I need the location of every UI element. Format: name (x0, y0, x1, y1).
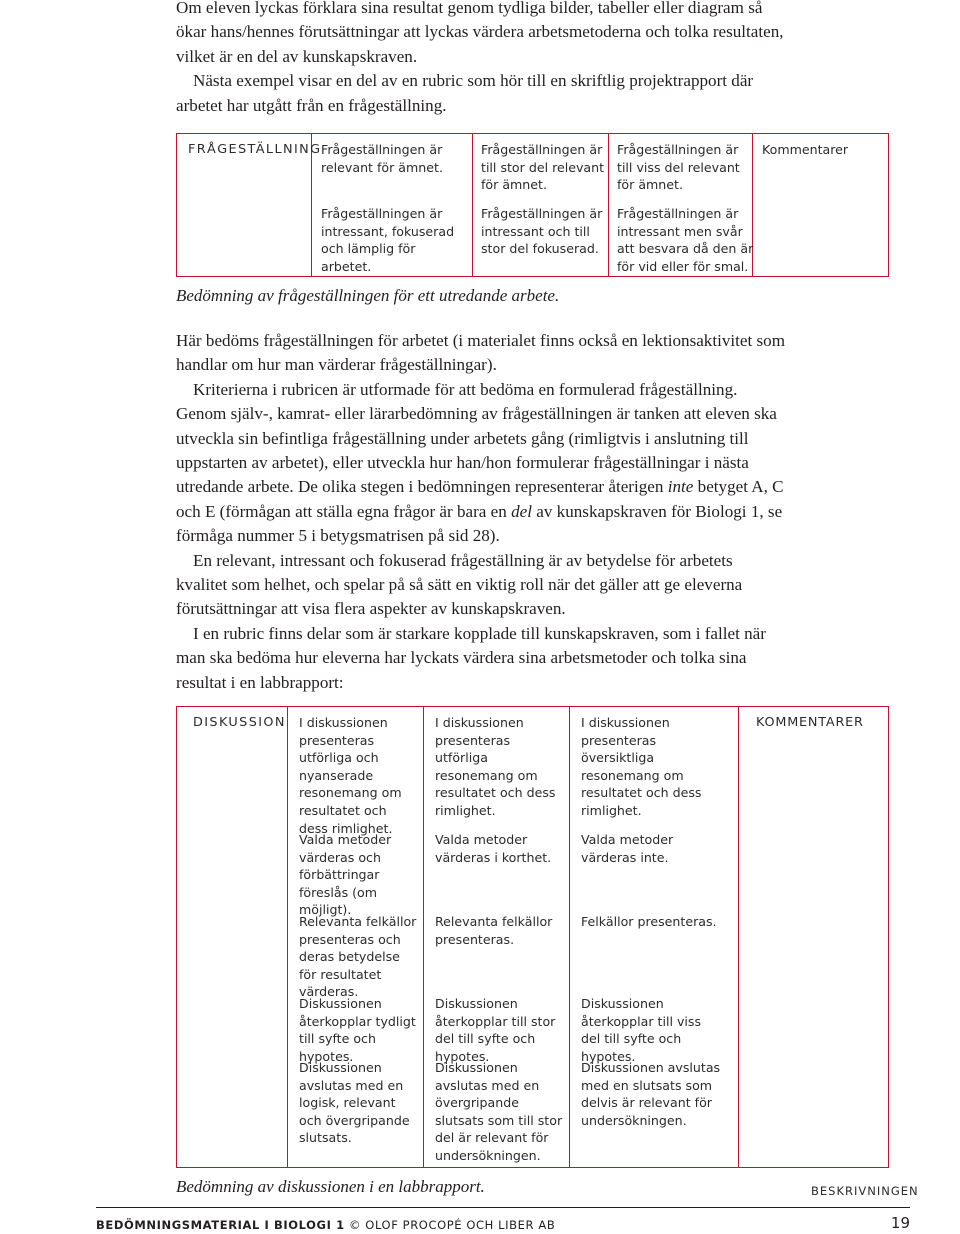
rubric1-cell: Frågeställningen är intressant men svår att besvara då den är för vid eller för smal. (617, 206, 754, 274)
rubric1-cell: Frågeställningen är relevant för ämnet. (321, 142, 443, 175)
emphasis-del: del (511, 501, 532, 521)
body-paragraph-2-part: Kriterierna i rubricen är utformade för att bedöma en formulerad frågeställning. Genom själv-, kamrat- eller lärarbedömning av frågeställningen är tanken att eleven ska utveckla sin befintliga frågeställning under arbetets gång (rimligtvis i anslutning till uppstarten av arbetet), eller utveckla hur han/hon formulerar frågeställningar i nästa utredande arbete. De olika stegen i bedömningen representerar återigen (176, 379, 777, 497)
rubric2-cell: Felkällor presenteras. (581, 914, 717, 929)
body-paragraph-4: I en rubric finns delar som är starkare kopplade till kunskapskraven, som i fallet när man ska bedöma hur eleverna har lyckats värdera sina arbetsmetoder och tolka sina resultat i en labbrapport: (176, 623, 766, 692)
intro-paragraph-2: Nästa exempel visar en del av en rubric som hör till en skriftlig projektrapport där arbetet har utgått från en frågeställning. (176, 71, 754, 115)
rubric2-cell: I diskussionen presenteras utförliga och nyanserade resonemang om resultatet och dess rimlighet. (299, 715, 402, 836)
section-tag: BESKRIVNINGEN (811, 1184, 919, 1198)
footer-credit: © OLOF PROCOPÉ OCH LIBER AB (348, 1218, 556, 1232)
body-paragraph-3: En relevant, intressant och fokuserad frågeställning är av betydelse för arbetets kvalitet som helhet, och spelar på så sätt en viktig roll när det gäller att ge eleverna förutsättningar att visa flera aspekter av kunskapskraven. (176, 550, 743, 619)
rubric1-label: FRÅGESTÄLLNING (188, 142, 322, 157)
rubric2-cell: Diskussionen återkopplar till stor del till syfte och hypotes. (435, 996, 556, 1064)
body-paragraph-2-part: av kunskapskraven för Biologi 1, se förmåga nummer 5 i betygsmatrisen på sid 28). (176, 501, 783, 546)
rubric2-cell: Relevanta felkällor presenteras. (435, 914, 553, 947)
rubric1-cell: Frågeställningen är intressant, fokuserad och lämplig för arbetet. (321, 206, 455, 274)
rubric2-cell: Relevanta felkällor presenteras och deras betydelse för resultatet värderas. (299, 914, 417, 1000)
rubric1-comment-label: Kommentarer (762, 142, 849, 157)
footer-text (96, 1218, 555, 1232)
rubric1-cell: Frågeställningen är till viss del relevant för ämnet. (617, 142, 740, 193)
rubric2-cell: Diskussionen återkopplar tydligt till syfte och hypotes. (299, 996, 416, 1064)
intro-text (176, 0, 788, 118)
body-text (176, 329, 788, 695)
rubric1-caption: Bedömning av frågeställningen för ett utredande arbete. (176, 286, 560, 305)
rubric2-cell: I diskussionen presenteras översiktliga resonemang om resultatet och dess rimlighet. (581, 715, 702, 818)
rubric2-cell: Diskussionen avslutas med en övergripande slutsats som till stor del är relevant för undersökningen. (435, 1060, 563, 1163)
rubric2-caption: Bedömning av diskussionen i en labbrapport. (176, 1177, 485, 1196)
rubric2-cell: Valda metoder värderas och förbättringar föreslås (om möjligt). (299, 832, 392, 918)
rubric1-cell: Frågeställningen är till stor del relevant för ämnet. (481, 142, 605, 193)
page-number: 19 (890, 1214, 910, 1232)
footer-rule (96, 1207, 910, 1208)
rubric2-label: DISKUSSION (193, 715, 286, 730)
intro-paragraph-1: Om eleven lyckas förklara sina resultat genom tydliga bilder, tabeller eller diagram så ökar hans/hennes förutsättningar att lyckas värdera arbetsmetoderna och tolka resultaten, vilket är en del av kunskapskraven. (176, 0, 784, 66)
footer-title: BEDÖMNINGSMATERIAL I BIOLOGI 1 (96, 1218, 345, 1232)
emphasis-inte: inte (667, 477, 694, 497)
body-paragraph-2 (176, 378, 788, 549)
body-paragraph-1: Här bedöms frågeställningen för arbetet (i materialet finns också en lektionsaktivitet som handlar om hur man värderar frågeställningar). (176, 331, 786, 375)
rubric2-cell: I diskussionen presenteras utförliga resonemang om resultatet och dess rimlighet. (435, 715, 556, 818)
rubric2-cell: Valda metoder värderas inte. (581, 832, 674, 865)
body-paragraph-2-part: betyget A, C och E (förmågan att ställa egna frågor är bara en (176, 477, 784, 521)
rubric2-cell: Valda metoder värderas i korthet. (435, 832, 552, 865)
rubric2-comment-label: KOMMENTARER (756, 715, 864, 730)
rubric2-cell: Diskussionen återkopplar till viss del till syfte och hypotes. (581, 996, 702, 1064)
rubric2-cell: Diskussionen avslutas med en slutsats som delvis är relevant för undersökningen. (581, 1060, 721, 1128)
rubric1-cell: Frågeställningen är intressant och till stor del fokuserad. (481, 206, 603, 257)
rubric2-cell: Diskussionen avslutas med en logisk, relevant och övergripande slutsats. (299, 1060, 410, 1146)
